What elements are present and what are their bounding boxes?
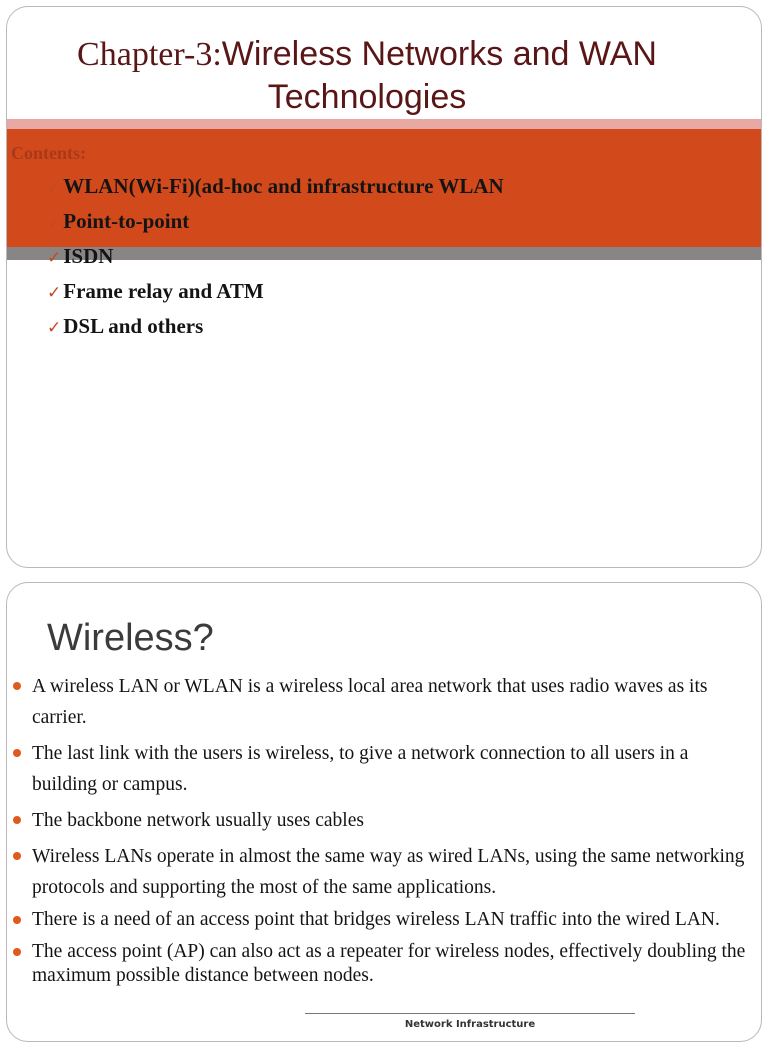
checkmark-icon: ✓ [47,213,62,232]
checkmark-icon: ✓ [47,318,62,337]
list-item [47,241,504,276]
list-item [7,908,762,932]
list-item [7,738,762,800]
list-item [7,940,762,988]
list-item-text: Frame relay and ATM [63,279,264,303]
network-diagram [305,1013,635,1042]
bullet-dot-icon [13,682,21,690]
slide-title: Wireless? [47,617,214,659]
list-item [7,671,762,733]
list-item-text: The backbone network usually uses cables [32,810,364,831]
bullet-dot-icon [13,816,21,824]
list-item-text: WLAN(Wi-Fi)(ad-hoc and infrastructure WLAN [63,174,504,198]
list-item [47,171,504,206]
list-item-text: A wireless LAN or WLAN is a wireless local area network that uses radio waves as its carrier. [32,676,708,728]
list-item [7,841,762,903]
list-item [47,206,504,241]
bullet-list [7,671,762,996]
contents-list [47,171,504,346]
list-item-text: Point-to-point [63,209,190,233]
slide-title [7,33,727,118]
list-item [7,805,762,836]
checkmark-icon: ✓ [47,178,62,197]
list-item-text: The last link with the users is wireless, to give a network connection to all users in a building or campus. [32,743,689,795]
diagram-label: Network Infrastructure [404,1019,536,1030]
title-text-line2: Technologies [267,78,467,116]
list-item-text: Wireless LANs operate in almost the same way as wired LANs, using the same networking protocols and supporting the most of the same applications. [32,846,745,898]
bullet-dot-icon [13,852,21,860]
list-item [47,276,504,311]
bullet-dot-icon [13,916,21,924]
list-item-text: DSL and others [63,314,204,338]
list-item [47,311,504,346]
title-text: Wireless Networks and WAN [221,35,657,73]
list-item-text: The access point (AP) can also act as a repeater for wireless nodes, effectively doubling the maximum possible distance between nodes. [32,941,746,986]
list-item-text: There is a need of an access point that bridges wireless LAN traffic into the wired LAN. [32,909,720,930]
slide-wireless [6,582,762,1042]
list-item-text: ISDN [63,244,114,268]
pink-band [7,119,761,129]
bullet-dot-icon [13,749,21,757]
slide-chapter-3 [6,6,762,568]
checkmark-icon: ✓ [47,283,62,302]
title-chapter-number: Chapter-3: [77,36,222,73]
checkmark-icon: ✓ [47,248,62,267]
contents-label: Contents: [11,143,86,163]
bullet-dot-icon [13,948,21,956]
